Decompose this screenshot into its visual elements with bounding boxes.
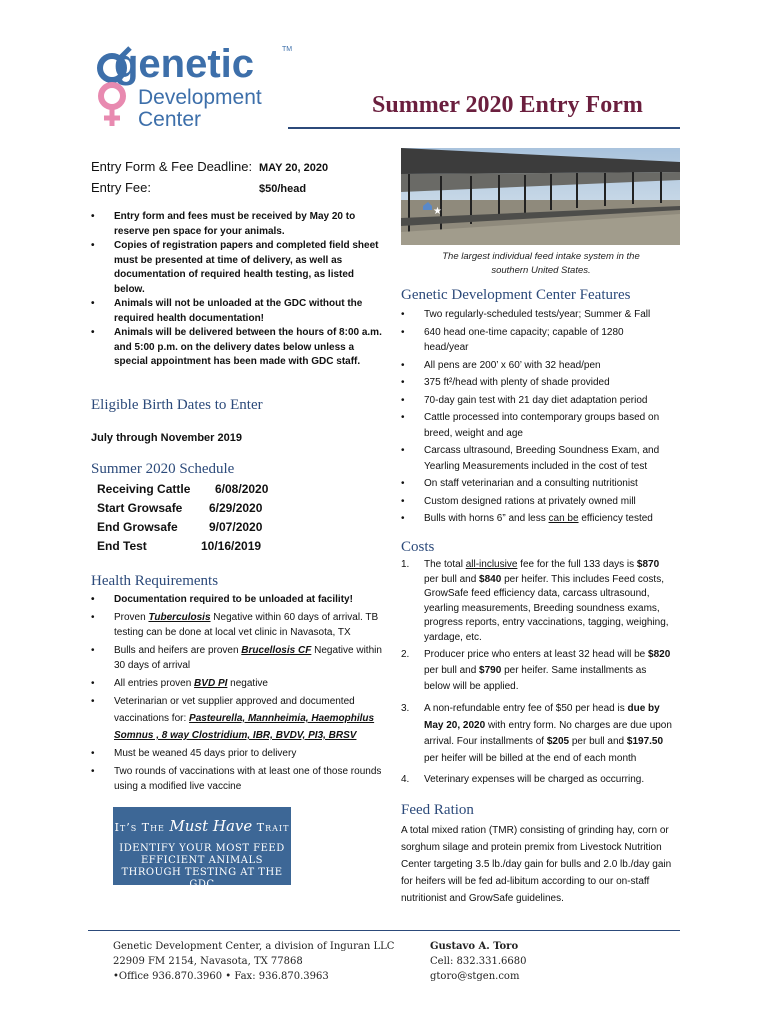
list-item: • Animals will not be unloaded at the GDC without the required health documentation! [91,297,387,326]
title-underline [288,127,680,129]
footer-org: Genetic Development Center, a division of Inguran LLC [113,941,395,952]
fee-label: Entry Fee: [91,180,151,195]
list-item: • Two regularly-scheduled tests/year; Summer & Fall [401,307,673,323]
footer-address [113,939,394,984]
feedlot-image [401,148,680,245]
footer-street: 22909 FM 2154, Navasota, TX 77868 [113,956,303,967]
costs-list [401,558,673,788]
logo [92,40,302,136]
banner-text: Trait [256,821,290,834]
health-list [91,592,387,795]
text: Negative within 60 days of arrival. TB testing can be done at local vet clinic in Navasota, TX [114,611,379,638]
text: per heifer. This includes Feed costs, GrowSafe feed efficiency data, carcass ultrasound, yearling measurements, Breeding soundness exams, progress reports, entry vaccinations, tagging, weighing, yardage, etc. [424,573,669,643]
price: $820 [648,649,671,660]
text: per heifer will be billed at the end of each month [424,752,637,764]
banner-line1 [113,817,291,835]
list-item [91,746,387,762]
emphasis: Tuberculosis [148,611,211,623]
list-item [91,693,387,744]
text: efficiency tested [578,513,653,524]
deadline-value: MAY 20, 2020 [259,162,329,174]
deadline-emphasis: due by May 20, 2020 [424,703,660,731]
text: per bull and [424,665,480,676]
text: Veterinarian or vet supplier approved and documented vaccinations for: [114,696,355,724]
schedule-label: End Test [97,539,147,553]
text: per bull and [569,736,627,747]
price: $205 [546,736,570,747]
schedule-label: Receiving Cattle [97,482,191,496]
list-item: • 640 head one-time capacity; capable of 1280 head/year [401,325,673,356]
entry-rules-list [91,210,387,370]
emphasis: Brucellosis CF [241,644,312,656]
eligible-range: July through November 2019 [91,432,242,444]
list-item: • Custom designed rations at privately owned mill [401,494,673,510]
text: Producer price who enters at least 32 head will be [424,649,649,660]
health-heading: Health Requirements [91,573,219,589]
contact-cell: Cell: 832.331.6680 [430,956,527,967]
list-item [91,643,387,674]
feed-heading: Feed Ration [401,802,474,818]
features-list [401,307,673,527]
list-item: • Carcass ultrasound, Breeding Soundness Exam, and Yearling Measurements included in the cost of test [401,443,673,474]
text: negative [227,677,268,689]
price: $840 [479,573,502,585]
banner-script: Must Have [169,817,253,835]
emphasis: all-inclusive [465,559,518,570]
text: All entries proven [114,677,195,689]
schedule-row [97,480,268,499]
list-item [91,764,387,795]
list-item: 4. Veterinary expenses will be charged as occurring. [401,774,645,785]
logo-word-genetic: genetic [114,42,255,86]
features-heading: Genetic Development Center Features [401,287,631,303]
logo-word-development: Development [138,86,262,109]
banner-tagline: IDENTIFY YOUR MOST FEED EFFICIENT ANIMALS THROUGH TESTING AT THE GDC [119,843,285,890]
text: Veterinary expenses will be charged as occurring. [424,774,645,785]
footer-phones: •Office 936.870.3960 • Fax: 936.870.3963 [113,971,329,982]
text: Two rounds of vaccinations with at least one of those rounds using a modified live vaccine [114,765,382,792]
text: The total [424,559,466,570]
list-item: • Animals will be delivered between the hours of 8:00 a.m. and 5:00 p.m. on the delivery dates below unless a special appointment has been made with GDC staff. [91,326,387,370]
contact-email[interactable]: gtoro@stgen.com [430,971,520,982]
schedule-date: 6/08/2020 [215,482,269,496]
emphasis: can be [548,513,579,524]
contact-name: Gustavo A. Toro [430,941,519,952]
emphasis: BVD PI [194,677,228,689]
text: with entry form. No charges are due upon arrival. Four installments of [424,719,672,747]
fee-value: $50/head [259,183,307,195]
schedule-date: 6/29/2020 [209,501,263,515]
list-item: • On staff veterinarian and a consulting nutritionist [401,476,673,492]
health-item-text: Documentation required to be unloaded at facility! [114,594,353,605]
schedule-row [97,537,268,556]
list-item: 2. Producer price who enters at least 32 head will be $820 per bull and $790 per heifer. Same installments as below will be applied. [401,649,671,692]
eligible-heading: Eligible Birth Dates to Enter [91,397,263,413]
price: $197.50 [626,736,664,747]
text: per heifer. Same installments as below will be applied. [424,665,647,692]
list-item: • Entry form and fees must be received by May 20 to reserve pen space for your animals. [91,210,387,239]
costs-heading: Costs [401,539,435,555]
feedlot-photo [401,148,680,245]
list-item [91,676,387,692]
banner-text: It’s The [114,821,165,834]
footer-contact [430,939,527,984]
text: Bulls and heifers are proven [114,644,242,656]
text: Bulls with horns 6” and less [424,513,549,524]
schedule-date: 10/16/2019 [201,539,262,553]
text: Proven [114,611,149,623]
text: Negative within 30 days of arrival [114,644,382,671]
schedule-heading: Summer 2020 Schedule [91,461,235,477]
page-title: Summer 2020 Entry Form [372,92,643,118]
logo-word-center: Center [138,108,202,131]
list-item [91,610,387,641]
logo-trademark: TM [282,46,293,53]
list-item: • Cattle processed into contemporary groups based on breed, weight and age [401,410,673,441]
text: per bull and [424,573,480,585]
list-item: • 70-day gain test with 21 day diet adaptation period [401,393,673,409]
text: A non-refundable entry fee of $50 per head is [424,703,628,714]
list-item [91,592,387,608]
svg-text:★: ★ [433,206,442,217]
list-item: 1. The total all-inclusive fee for the full 133 days is $870 per bull and $840 per heifer. This includes Feed costs, GrowSafe feed efficiency data, carcass ultrasound, yearling measurements, Breeding soundness exams, progress reports, entry vaccinations, tagging, weighing, yardage, etc. [401,559,669,643]
schedule-table [97,480,268,556]
schedule-date: 9/07/2020 [209,520,263,534]
schedule-row [97,499,268,518]
photo-caption: The largest individual feed intake system in the southern United States. [442,251,640,276]
price: $790 [479,665,502,676]
price: $870 [636,559,660,570]
footer-divider [88,930,680,931]
emphasis: Pasteurella, Mannheimia, Haemophilus Somnus , 8 way Clostridium, IBR, BVDV, PI3, BRSV [114,713,375,741]
schedule-row [97,518,268,537]
deadline-block [91,157,328,199]
text: Must be weaned 45 days prior to delivery [114,748,297,759]
list-item [401,511,673,527]
promo-banner [113,807,291,890]
list-item: • Copies of registration papers and completed field sheet must be presented at time of delivery, as well as documentation of required health testing, as listed below. [91,239,387,297]
schedule-label: Start Growsafe [97,501,183,515]
feed-text: A total mixed ration (TMR) consisting of grinding hay, corn or sorghum silage and protein premix from Livestock Nutrition Center targeting 3.5 lb./day gain for bulls and 2.0 lb./day gain for heifers will be fed ad-libitum according to our on-staff nutritionist and GrowSafe guidelines. [401,825,672,904]
schedule-label: End Growsafe [97,520,178,534]
list-item: 3. A non-refundable entry fee of $50 per head is due by May 20, 2020 with entry form. No charges are due upon arrival. Four installments of $205 per bull and $197.50 per heifer will be billed at the end of each month [401,703,672,764]
list-item: • 375 ft²/head with plenty of shade provided [401,375,673,391]
text: fee for the full 133 days is [517,559,637,570]
list-item: • All pens are 200’ x 60’ with 32 head/pen [401,358,673,374]
deadline-label: Entry Form & Fee Deadline: [91,159,253,174]
